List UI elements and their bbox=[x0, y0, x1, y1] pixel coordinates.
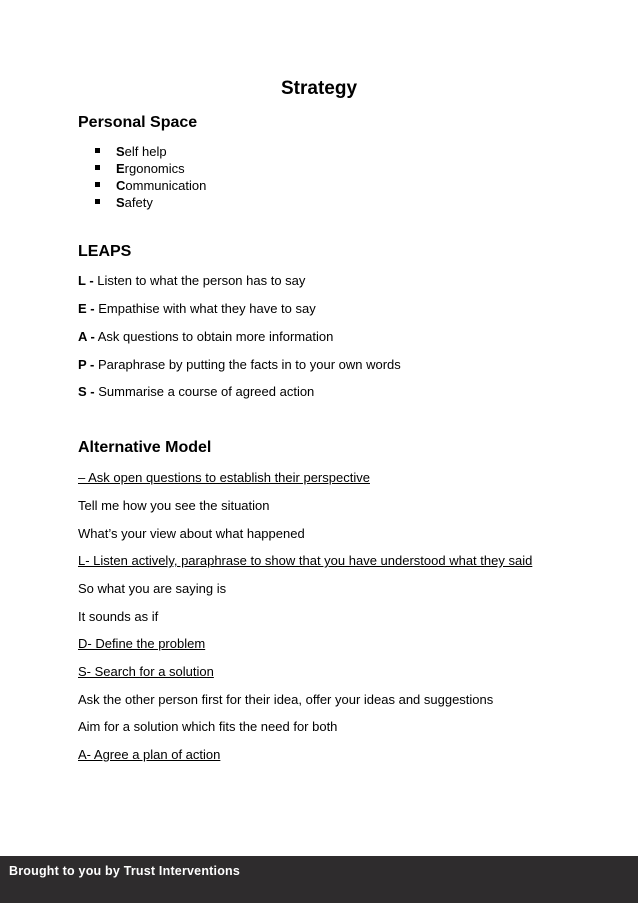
model-step-line: A- Agree a plan of action bbox=[78, 747, 221, 762]
model-step-line: – Ask open questions to establish their perspective bbox=[78, 470, 370, 485]
example-line: So what you are saying is bbox=[78, 581, 227, 596]
example-line: What’s your view about what happened bbox=[78, 526, 305, 541]
list-item: Ergonomics bbox=[95, 160, 206, 177]
page-title: Strategy bbox=[280, 78, 358, 99]
personal-space-list bbox=[95, 143, 206, 211]
model-step-line: S- Search for a solution bbox=[78, 664, 214, 679]
model-step-line: D- Define the problem bbox=[78, 636, 206, 651]
leaps-heading: LEAPS bbox=[78, 243, 132, 260]
bullet-icon bbox=[95, 182, 100, 187]
personal-space-heading: Personal Space bbox=[78, 114, 198, 131]
bullet-icon bbox=[95, 165, 100, 170]
footer-bar bbox=[0, 856, 638, 903]
list-item: Self help bbox=[95, 143, 206, 160]
bullet-icon bbox=[95, 199, 100, 204]
list-item: Communication bbox=[95, 177, 206, 194]
alternative-model-heading: Alternative Model bbox=[78, 439, 212, 456]
example-line: It sounds as if bbox=[78, 609, 159, 624]
example-line: Ask the other person first for their idea, offer your ideas and suggestions bbox=[78, 692, 494, 707]
bullet-icon bbox=[95, 148, 100, 153]
footer-text: Brought to you by Trust Interventions bbox=[9, 864, 241, 878]
leaps-line: E - Empathise with what they have to say bbox=[78, 301, 316, 316]
model-step-line: L- Listen actively, paraphrase to show that you have understood what they said bbox=[78, 553, 533, 568]
leaps-line: P - Paraphrase by putting the facts in to your own words bbox=[78, 357, 401, 372]
leaps-line: A - Ask questions to obtain more information bbox=[78, 329, 334, 344]
leaps-line: L - Listen to what the person has to say bbox=[78, 273, 306, 288]
leaps-line: S - Summarise a course of agreed action bbox=[78, 384, 315, 399]
example-line: Aim for a solution which fits the need for both bbox=[78, 719, 338, 734]
list-item: Safety bbox=[95, 194, 206, 211]
example-line: Tell me how you see the situation bbox=[78, 498, 270, 513]
